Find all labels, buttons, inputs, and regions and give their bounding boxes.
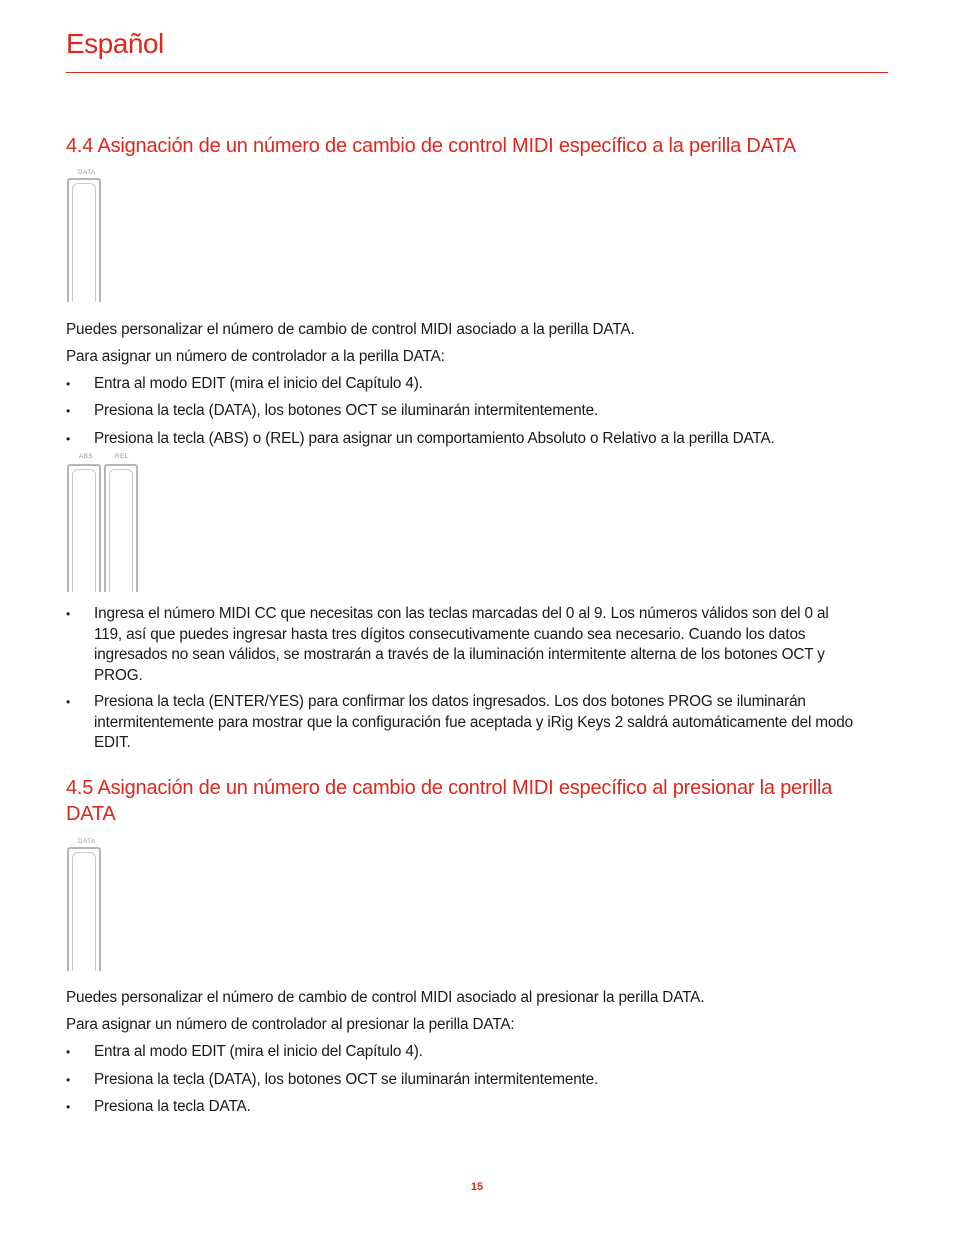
data-key-illustration xyxy=(66,169,110,309)
section-4-5-intro: Puedes personalizar el número de cambio de control MIDI asociado al presionar la perilla DATA. xyxy=(66,989,705,1006)
data-key-label: DATA xyxy=(78,838,96,845)
list-item xyxy=(66,374,888,395)
bullet-icon: • xyxy=(66,1045,71,1059)
list-item xyxy=(66,692,888,754)
section-4-4-intro: Puedes personalizar el número de cambio de control MIDI asociado a la perilla DATA. xyxy=(66,321,635,338)
section-4-5-title: 4.5 Asignación de un número de cambio de control MIDI específico al presionar la perilla DATA xyxy=(66,777,833,825)
list-item xyxy=(66,401,888,422)
language-title: Español xyxy=(66,28,164,59)
list-item xyxy=(66,1097,888,1118)
section-4-4-lead: Para asignar un número de controlador a la perilla DATA: xyxy=(66,348,445,365)
rel-key-label: REL xyxy=(115,453,129,460)
bullet-icon: • xyxy=(66,1073,71,1087)
page-number: 15 xyxy=(470,1181,484,1193)
rel-key xyxy=(104,464,138,592)
list-item-text: Presiona la tecla (ENTER/YES) para confirmar los datos ingresados. Los dos botones PROG se iluminarán intermitentemente para mostrar que la configuración fue aceptada y iRig Keys 2 saldrá automáticamente del modo EDIT. xyxy=(94,693,853,751)
list-item-text: Presiona la tecla (ABS) o (REL) para asignar un comportamiento Absoluto o Relativo a la perilla DATA. xyxy=(94,430,775,447)
bullet-icon: • xyxy=(66,607,71,621)
list-item-text: Presiona la tecla (DATA), los botones OCT se iluminarán intermitentemente. xyxy=(94,402,599,419)
list-item xyxy=(66,429,888,450)
section-4-5-lead: Para asignar un número de controlador al presionar la perilla DATA: xyxy=(66,1016,515,1033)
abs-key xyxy=(67,464,101,592)
abs-rel-keys-illustration xyxy=(66,453,146,595)
bullet-icon: • xyxy=(66,377,71,391)
section-4-4-title: 4.4 Asignación de un número de cambio de control MIDI específico a la perilla DATA xyxy=(66,135,796,157)
list-item xyxy=(66,1042,888,1063)
data-key xyxy=(67,847,101,971)
list-item-text: Presiona la tecla (DATA), los botones OCT se iluminarán intermitentemente. xyxy=(94,1071,599,1088)
data-key-illustration xyxy=(66,838,110,978)
data-key xyxy=(67,178,101,302)
data-key-label: DATA xyxy=(78,169,96,176)
list-item-text: Ingresa el número MIDI CC que necesitas con las teclas marcadas del 0 al 9. Los números válidos son del 0 al 119, así que puedes ingresar hasta tres dígitos consecutivamente cuando sea necesario. Cuando los datos ingresados no sean válidos, se mostrarán a través de la iluminación intermitente alterna de los botones OCT y PROG. xyxy=(94,605,829,684)
list-item xyxy=(66,1070,888,1091)
bullet-icon: • xyxy=(66,695,71,709)
header-rule xyxy=(66,72,888,73)
bullet-icon: • xyxy=(66,404,71,418)
abs-key-label: ABS xyxy=(79,453,93,460)
list-item-text: Presiona la tecla DATA. xyxy=(94,1098,251,1115)
list-item-text: Entra al modo EDIT (mira el inicio del Capítulo 4). xyxy=(94,1043,423,1060)
list-item xyxy=(66,604,888,686)
bullet-icon: • xyxy=(66,432,71,446)
bullet-icon: • xyxy=(66,1100,71,1114)
list-item-text: Entra al modo EDIT (mira el inicio del Capítulo 4). xyxy=(94,375,423,392)
